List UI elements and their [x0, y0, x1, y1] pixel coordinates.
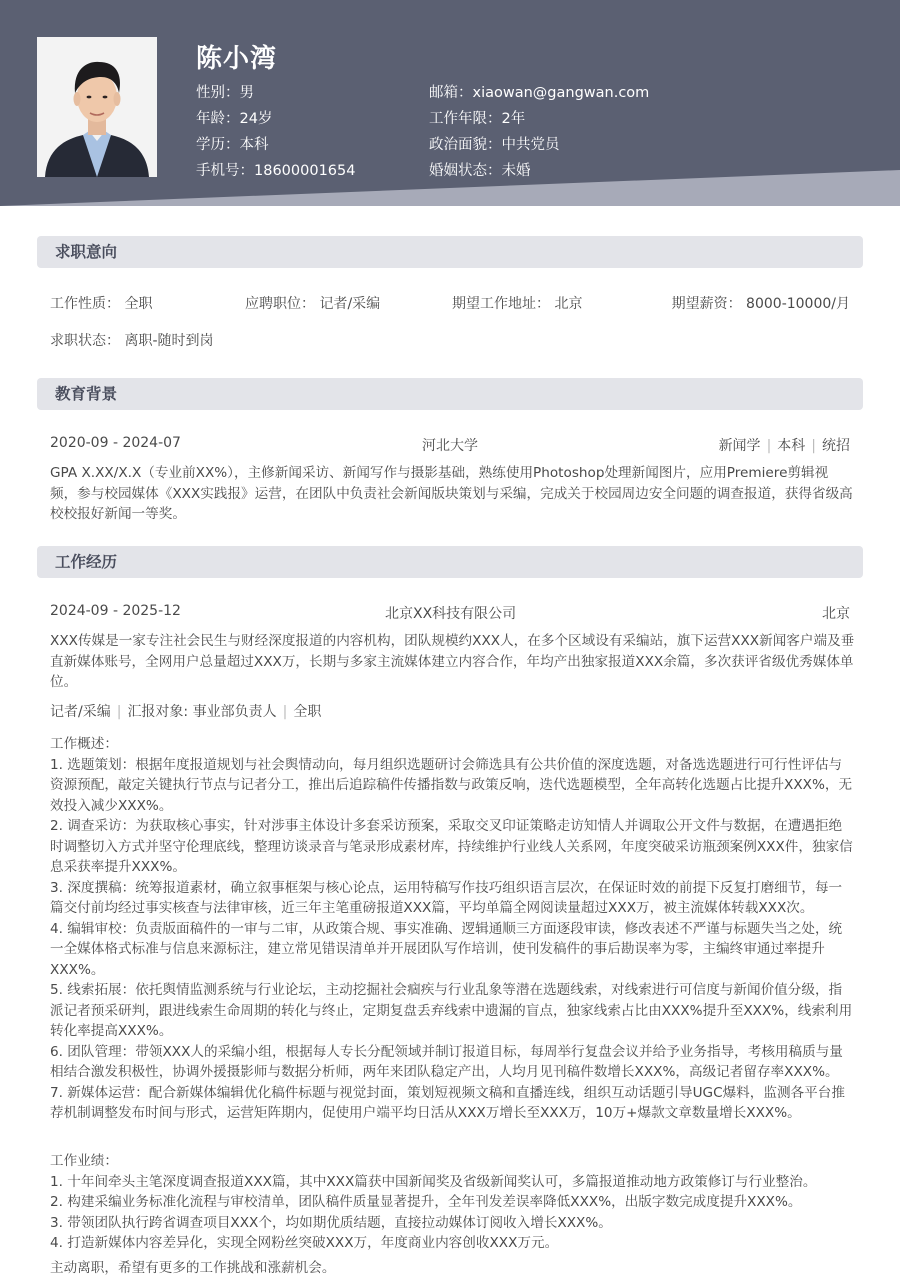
work-period: 2024-09 - 2025-12: [50, 603, 181, 619]
phone: 手机号：18600001654: [196, 163, 356, 179]
overview-item: 5. 线索拓展：依托舆情监测系统与行业论坛，主动挖掘社会痼疾与行业乱象等潜在选题线索，对线索进行可信度与新闻价值分级，指派记者预采研判，跟进线索生命周期的转化与终止，定期复盘丢弃线索中遗漏的盲点，独家线索占比由XXX%提升至XXX%，线索利用转化率提高XXX%。: [50, 982, 853, 1039]
leave-reason: 主动离职，希望有更多的工作挑战和涨薪机会。: [50, 1260, 336, 1276]
divider: |: [766, 438, 772, 454]
email: 邮箱：xiaowan@gangwan.com: [429, 85, 650, 101]
overview-item: 4. 编辑审校：负责版面稿件的一审与二审，从政策合规、事实准确、逻辑通顺三方面逐段审读，修改表述不严谨与标题失当之处，统一全媒体格式标准与信息来源标注，建立常见错误清单并开展团队写作培训，使刊发稿件的事后勘误率为零，主编终审通过率提升XXX%。: [50, 920, 843, 978]
age: 年龄：24岁: [196, 111, 273, 127]
overview-item: 6. 团队管理：带领XXX人的采编小组，根据每人专长分配领域并制订报道目标，每周举行复盘会议并给予业务指导，考核用稿质与量相结合激发积极性，协调外援摄影师与数据分析师，两年来团队稳定产出，人均月见刊稿件数增长XXX%，高级记者留存率XXX%。: [50, 1043, 843, 1080]
achievement-item: 3. 带领团队执行跨省调查项目XXX个，均如期优质结题，直接拉动媒体订阅收入增长XXX%。: [50, 1214, 612, 1231]
intent-status: 求职状态： 离职-随时到岗: [50, 333, 214, 349]
personal-info-left: [196, 80, 355, 184]
overview-item: 3. 深度撰稿：统筹报道素材，确立叙事框架与核心论点，运用特稿写作技巧组织语言层次，在保证时效的前提下反复打磨细节，每一篇交付前均经过事实核查与法律审核，近三年主笔重磅报道XXX篇，平均单篇全网阅读量超过XXX万，被主流媒体转载XXX次。: [50, 879, 843, 916]
section-title-work: 工作经历: [37, 546, 863, 578]
achievement-item: 1. 十年间牵头主笔深度调查报道XXX篇，其中XXX篇获中国新闻奖及省级新闻奖认可，多篇报道推动地方政策修订与行业整治。: [50, 1173, 817, 1190]
education-major: 新闻学: [718, 438, 761, 454]
overview-item: 7. 新媒体运营：配合新媒体编辑优化稿件标题与视觉封面，策划短视频文稿和直播连线，组织互动话题引导UGC爆料，监测各平台推荐机制调整发布时间与形式，运营矩阵期内，促使用户端平均日活从XXX万增长至XXX万，10万+爆款文章数量增长XXX%。: [50, 1084, 845, 1121]
work-achievements: [50, 1151, 855, 1254]
company-description: XXX传媒是一家专注社会民生与财经深度报道的内容机构，团队规模约XXX人，在多个区域设有采编站，旗下运营XXX新闻客户端及垂直新媒体账号，全网用户总量超过XXX万，长期与多家主流媒体建立内容合作，年均产出独家报道XXX余篇，多次获评省级优秀媒体单位。: [50, 633, 855, 690]
divider: |: [282, 704, 288, 720]
work-role: 记者/采编: [50, 704, 111, 720]
work-company: 北京XX科技有限公司: [385, 606, 517, 622]
achievements-title: 工作业绩：: [50, 1153, 118, 1169]
candidate-name: 陈小湾: [196, 44, 278, 74]
education-degree: 本科: [777, 438, 806, 454]
education-period: 2020-09 - 2024-07: [50, 435, 181, 451]
intent-location: 期望工作地址： 北京: [452, 296, 583, 312]
work-job-type: 全职: [293, 704, 322, 720]
political-status: 政治面貌：中共党员: [429, 137, 560, 153]
education-school: 河北大学: [422, 438, 478, 454]
work-role-tags: [50, 701, 321, 721]
gender: 性别：男: [196, 85, 254, 101]
marital-status: 婚姻状态：未婚: [429, 163, 531, 179]
education-level: 学历：本科: [196, 137, 269, 153]
achievement-item: 2. 构建采编业务标准化流程与审校清单，团队稿件质量显著提升，全年刊发差误率降低XXX%，出版字数完成度提升XXX%。: [50, 1194, 802, 1210]
work-city: 北京: [822, 606, 850, 622]
work-years: 工作年限：2年: [429, 111, 526, 127]
education-tags: [719, 435, 850, 455]
divider: |: [116, 704, 122, 720]
section-title-education: 教育背景: [37, 378, 863, 410]
resume-header: [0, 0, 900, 206]
intent-position: 应聘职位： 记者/采编: [245, 296, 381, 312]
portrait-icon: [37, 37, 157, 177]
education-mode: 统招: [822, 438, 850, 454]
overview-item: 2. 调查采访：为获取核心事实，针对涉事主体设计多套采访预案，采取交叉印证策略走访知情人并调取公开文件与数据，在遭遇拒绝时调整切入方式并坚守伦理底线，整理访谈录音与笔录形成素材库，持续维护行业线人关系网，年度突破采访瓶颈案例XXX件，独家信息采获率提升XXX%。: [50, 818, 853, 875]
personal-info-right: [429, 80, 649, 184]
intent-job-type: 工作性质： 全职: [50, 296, 153, 312]
avatar-photo: [37, 37, 157, 177]
overview-item: 1. 选题策划：根据年度报道规划与社会舆情动向，每月组织选题研讨会筛选具有公共价值的深度选题，对备选选题进行可行性评估与资源预配，敲定关键执行节点与记者分工，推出后追踪稿件传播指数与政策反响，迭代选题模型，全年高转化选题占比提升XXX%，无效投入减少XXX%。: [50, 756, 853, 814]
work-overview: [50, 734, 855, 1124]
overview-title: 工作概述：: [50, 736, 118, 752]
education-description: GPA X.XX/X.X（专业前XX%），主修新闻采访、新闻写作与摄影基础，熟练使用Photoshop处理新闻图片，应用Premiere剪辑视频，参与校园媒体《XXX实践报》运营，在团队中负责社会新闻版块策划与采编，完成关于校园周边安全问题的调查报道，获得省级高校校报好新闻一等奖。: [50, 465, 853, 522]
divider: |: [811, 438, 816, 454]
section-title-intent: 求职意向: [37, 236, 863, 268]
intent-salary: 期望薪资： 8000-10000/月: [671, 296, 850, 312]
work-report-to: 汇报对象: 事业部负责人: [127, 704, 277, 720]
achievement-item: 4. 打造新媒体内容差异化，实现全网粉丝突破XXX万，年度商业内容创收XXX万元。: [50, 1235, 559, 1251]
